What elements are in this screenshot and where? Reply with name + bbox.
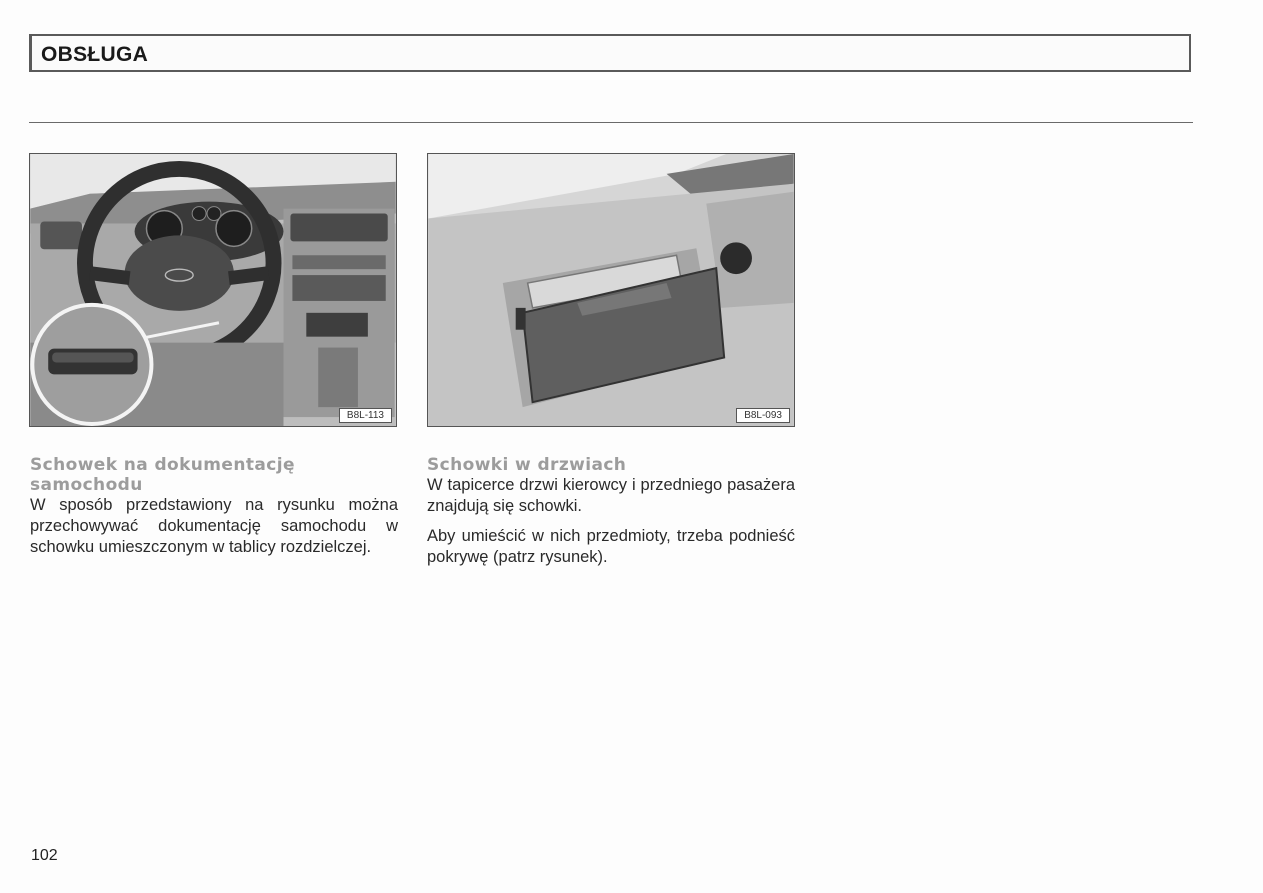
section-body: W sposób przedstawiony na rysunku można przechowywać dokumentację samochodu w schowku umieszczonym w tablicy rozdzielczej. <box>30 496 398 556</box>
figure-door-pocket <box>427 153 795 427</box>
section-paragraph: W tapicerce drzwi kierowcy i przedniego pasażera znajdują się schowki. <box>427 476 795 515</box>
figure-code-label: B8L-113 <box>339 408 392 423</box>
page-number: 102 <box>31 847 58 864</box>
dashboard-illustration <box>30 154 396 426</box>
chapter-header <box>29 34 1191 72</box>
door-pocket-illustration <box>428 154 794 426</box>
section-heading: Schowki w drzwiach <box>427 455 627 475</box>
section-door-pockets <box>427 455 795 568</box>
figure-dashboard-document-holder <box>29 153 397 427</box>
chapter-title: OBSŁUGA <box>41 43 149 66</box>
section-document-holder <box>30 455 398 558</box>
section-paragraph: Aby umieścić w nich przedmioty, trzeba podnieść pokrywę (patrz rysunek). <box>427 527 795 566</box>
divider <box>29 122 1193 123</box>
figure-code-label: B8L-093 <box>736 408 790 423</box>
section-heading: Schowek na dokumentację samochodu <box>30 455 295 495</box>
